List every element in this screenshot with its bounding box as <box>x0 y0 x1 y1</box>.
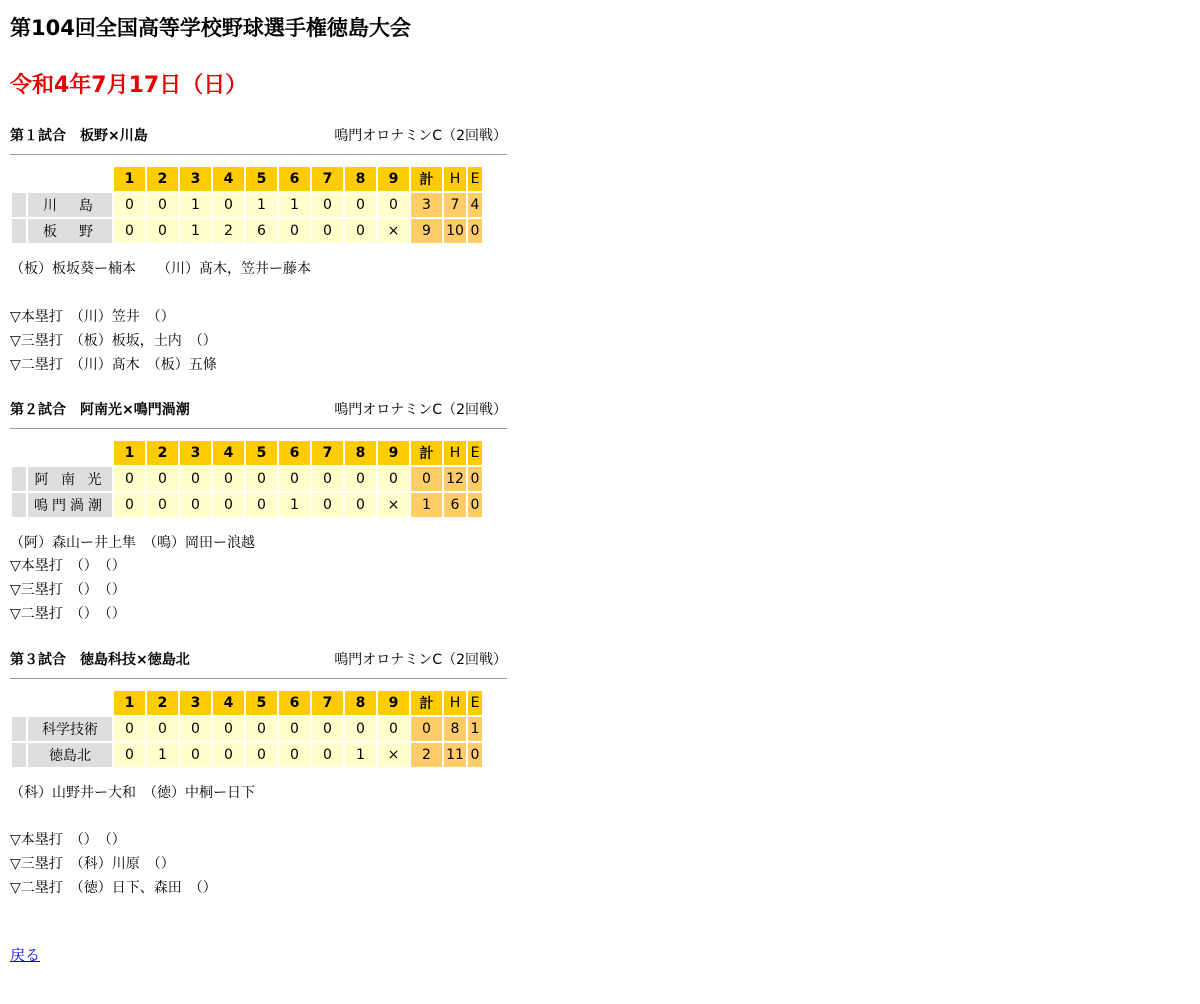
team-name: 阿 南 光 <box>28 467 112 491</box>
inning-score: 0 <box>147 193 178 217</box>
hits: 7 <box>444 193 466 217</box>
errors-header: E <box>468 441 482 465</box>
errors: 0 <box>468 467 482 491</box>
home-runs-line: ▽本塁打 （） （） <box>10 558 126 574</box>
inning-score: 0 <box>345 219 376 243</box>
inning-score: 0 <box>345 717 376 741</box>
doubles-line: ▽二塁打 （徳）日下、森田 （） <box>10 880 217 896</box>
inning-6-header: 6 <box>279 691 310 715</box>
home-runs-line: ▽本塁打 （川）笠井 （） <box>10 309 175 325</box>
inning-6-header: 6 <box>279 441 310 465</box>
inning-score: 0 <box>246 467 277 491</box>
errors: 0 <box>468 493 482 517</box>
hits: 8 <box>444 717 466 741</box>
inning-score: 0 <box>312 493 343 517</box>
team-row <box>12 717 482 741</box>
total-runs: 3 <box>411 193 442 217</box>
errors: 0 <box>468 219 482 243</box>
team-name: 川 島 <box>28 193 112 217</box>
inning-score: × <box>378 743 409 767</box>
doubles-line: ▽二塁打 （川）髙木 （板）五條 <box>10 357 217 373</box>
total-runs: 9 <box>411 219 442 243</box>
home-runs-line: ▽本塁打 （） （） <box>10 832 126 848</box>
inning-score: 0 <box>312 467 343 491</box>
total-runs: 0 <box>411 467 442 491</box>
errors: 0 <box>468 743 482 767</box>
divider <box>10 678 507 679</box>
inning-score: 0 <box>147 219 178 243</box>
hits: 10 <box>444 219 466 243</box>
inning-5-header: 5 <box>246 441 277 465</box>
inning-score: 0 <box>345 467 376 491</box>
inning-score: 0 <box>180 743 211 767</box>
inning-score: 0 <box>180 467 211 491</box>
inning-9-header: 9 <box>378 167 409 191</box>
team-row <box>12 467 482 491</box>
total-runs: 2 <box>411 743 442 767</box>
inning-score: 0 <box>279 467 310 491</box>
inning-score: 0 <box>378 717 409 741</box>
inning-2-header: 2 <box>147 167 178 191</box>
inning-score: 0 <box>114 193 145 217</box>
inning-score: 0 <box>378 467 409 491</box>
inning-score: 0 <box>114 219 145 243</box>
inning-score: 0 <box>345 193 376 217</box>
inning-7-header: 7 <box>312 691 343 715</box>
inning-score: 0 <box>378 193 409 217</box>
scoreboard-header-row <box>12 691 482 715</box>
total-runs: 1 <box>411 493 442 517</box>
inning-score: 0 <box>312 743 343 767</box>
total-header: 計 <box>411 691 442 715</box>
inning-3-header: 3 <box>180 441 211 465</box>
battery-line: （阿）森山ー井上隼 （鳴）岡田ー浪越 <box>10 535 255 551</box>
inning-1-header: 1 <box>114 441 145 465</box>
inning-score: 1 <box>180 219 211 243</box>
inning-8-header: 8 <box>345 167 376 191</box>
inning-score: 1 <box>180 193 211 217</box>
scoreboard-game-1 <box>10 165 484 245</box>
inning-score: 0 <box>114 467 145 491</box>
inning-score: 0 <box>213 193 244 217</box>
inning-score: 0 <box>180 717 211 741</box>
game-1-label: 第１試合 板野×川島 <box>10 128 148 144</box>
hits-header: H <box>444 691 466 715</box>
scoreboard-header-row <box>12 167 482 191</box>
inning-4-header: 4 <box>213 691 244 715</box>
team-row <box>12 743 482 767</box>
errors-header: E <box>468 167 482 191</box>
triples-line: ▽三塁打 （板）板坂，土内 （） <box>10 333 217 349</box>
errors-header: E <box>468 691 482 715</box>
inning-3-header: 3 <box>180 167 211 191</box>
total-header: 計 <box>411 441 442 465</box>
inning-score: 6 <box>246 219 277 243</box>
inning-2-header: 2 <box>147 441 178 465</box>
hits-header: H <box>444 441 466 465</box>
total-runs: 0 <box>411 717 442 741</box>
page-title: 第104回全国高等学校野球選手権徳島大会 <box>10 16 411 40</box>
inning-6-header: 6 <box>279 167 310 191</box>
inning-1-header: 1 <box>114 167 145 191</box>
inning-score: 0 <box>147 467 178 491</box>
doubles-line: ▽二塁打 （） （） <box>10 606 126 622</box>
hits: 6 <box>444 493 466 517</box>
battery-line: （科）山野井ー大和 （徳）中桐ー日下 <box>10 785 255 801</box>
inning-score: 0 <box>279 717 310 741</box>
inning-score: 1 <box>246 193 277 217</box>
game-1 <box>10 123 507 373</box>
game-3-venue: 鳴門オロナミンC（2回戦） <box>334 652 507 668</box>
divider <box>10 428 507 429</box>
game-2-label: 第２試合 阿南光×鳴門渦潮 <box>10 402 190 418</box>
errors: 1 <box>468 717 482 741</box>
errors: 4 <box>468 193 482 217</box>
inning-score: 0 <box>312 219 343 243</box>
total-header: 計 <box>411 167 442 191</box>
triples-line: ▽三塁打 （科）川原 （） <box>10 856 175 872</box>
scoreboard-header-row <box>12 441 482 465</box>
triples-line: ▽三塁打 （） （） <box>10 582 126 598</box>
inning-score: 1 <box>279 493 310 517</box>
game-date: 令和4年7月17日（日） <box>10 73 248 98</box>
team-row <box>12 193 482 217</box>
inning-7-header: 7 <box>312 167 343 191</box>
inning-2-header: 2 <box>147 691 178 715</box>
inning-8-header: 8 <box>345 691 376 715</box>
inning-5-header: 5 <box>246 167 277 191</box>
team-row <box>12 493 482 517</box>
game-2-venue: 鳴門オロナミンC（2回戦） <box>334 402 507 418</box>
team-name: 板 野 <box>28 219 112 243</box>
inning-3-header: 3 <box>180 691 211 715</box>
inning-4-header: 4 <box>213 441 244 465</box>
inning-score: 0 <box>180 493 211 517</box>
inning-score: 0 <box>147 717 178 741</box>
inning-score: 0 <box>213 467 244 491</box>
inning-score: 0 <box>114 717 145 741</box>
inning-score: 0 <box>213 717 244 741</box>
inning-score: 0 <box>312 717 343 741</box>
inning-score: 1 <box>147 743 178 767</box>
inning-score: 0 <box>246 493 277 517</box>
inning-score: × <box>378 493 409 517</box>
back-link[interactable]: 戻る <box>10 946 41 964</box>
inning-4-header: 4 <box>213 167 244 191</box>
inning-score: 0 <box>279 743 310 767</box>
team-row <box>12 219 482 243</box>
inning-score: 0 <box>246 717 277 741</box>
inning-score: 0 <box>213 493 244 517</box>
inning-score: 0 <box>114 743 145 767</box>
hits: 12 <box>444 467 466 491</box>
game-3-label: 第３試合 徳島科技×徳島北 <box>10 652 190 668</box>
inning-score: × <box>378 219 409 243</box>
hits: 11 <box>444 743 466 767</box>
inning-7-header: 7 <box>312 441 343 465</box>
inning-1-header: 1 <box>114 691 145 715</box>
game-3 <box>10 647 507 896</box>
hits-header: H <box>444 167 466 191</box>
inning-score: 0 <box>246 743 277 767</box>
inning-8-header: 8 <box>345 441 376 465</box>
inning-9-header: 9 <box>378 691 409 715</box>
inning-5-header: 5 <box>246 691 277 715</box>
inning-score: 0 <box>147 493 178 517</box>
inning-score: 1 <box>345 743 376 767</box>
inning-score: 0 <box>114 493 145 517</box>
team-name: 科学技術 <box>28 717 112 741</box>
team-name: 鳴門渦潮 <box>28 493 112 517</box>
inning-score: 0 <box>345 493 376 517</box>
inning-score: 0 <box>279 219 310 243</box>
divider <box>10 154 507 155</box>
battery-line: （板）板坂葵ー楠本 （川）髙木，笠井ー藤本 <box>10 261 311 277</box>
inning-score: 1 <box>279 193 310 217</box>
inning-9-header: 9 <box>378 441 409 465</box>
inning-score: 2 <box>213 219 244 243</box>
game-1-venue: 鳴門オロナミンC（2回戦） <box>334 128 507 144</box>
inning-score: 0 <box>312 193 343 217</box>
scoreboard-game-2 <box>10 439 484 519</box>
inning-score: 0 <box>213 743 244 767</box>
team-name: 徳島北 <box>28 743 112 767</box>
scoreboard-game-3 <box>10 689 484 769</box>
game-2 <box>10 397 507 622</box>
